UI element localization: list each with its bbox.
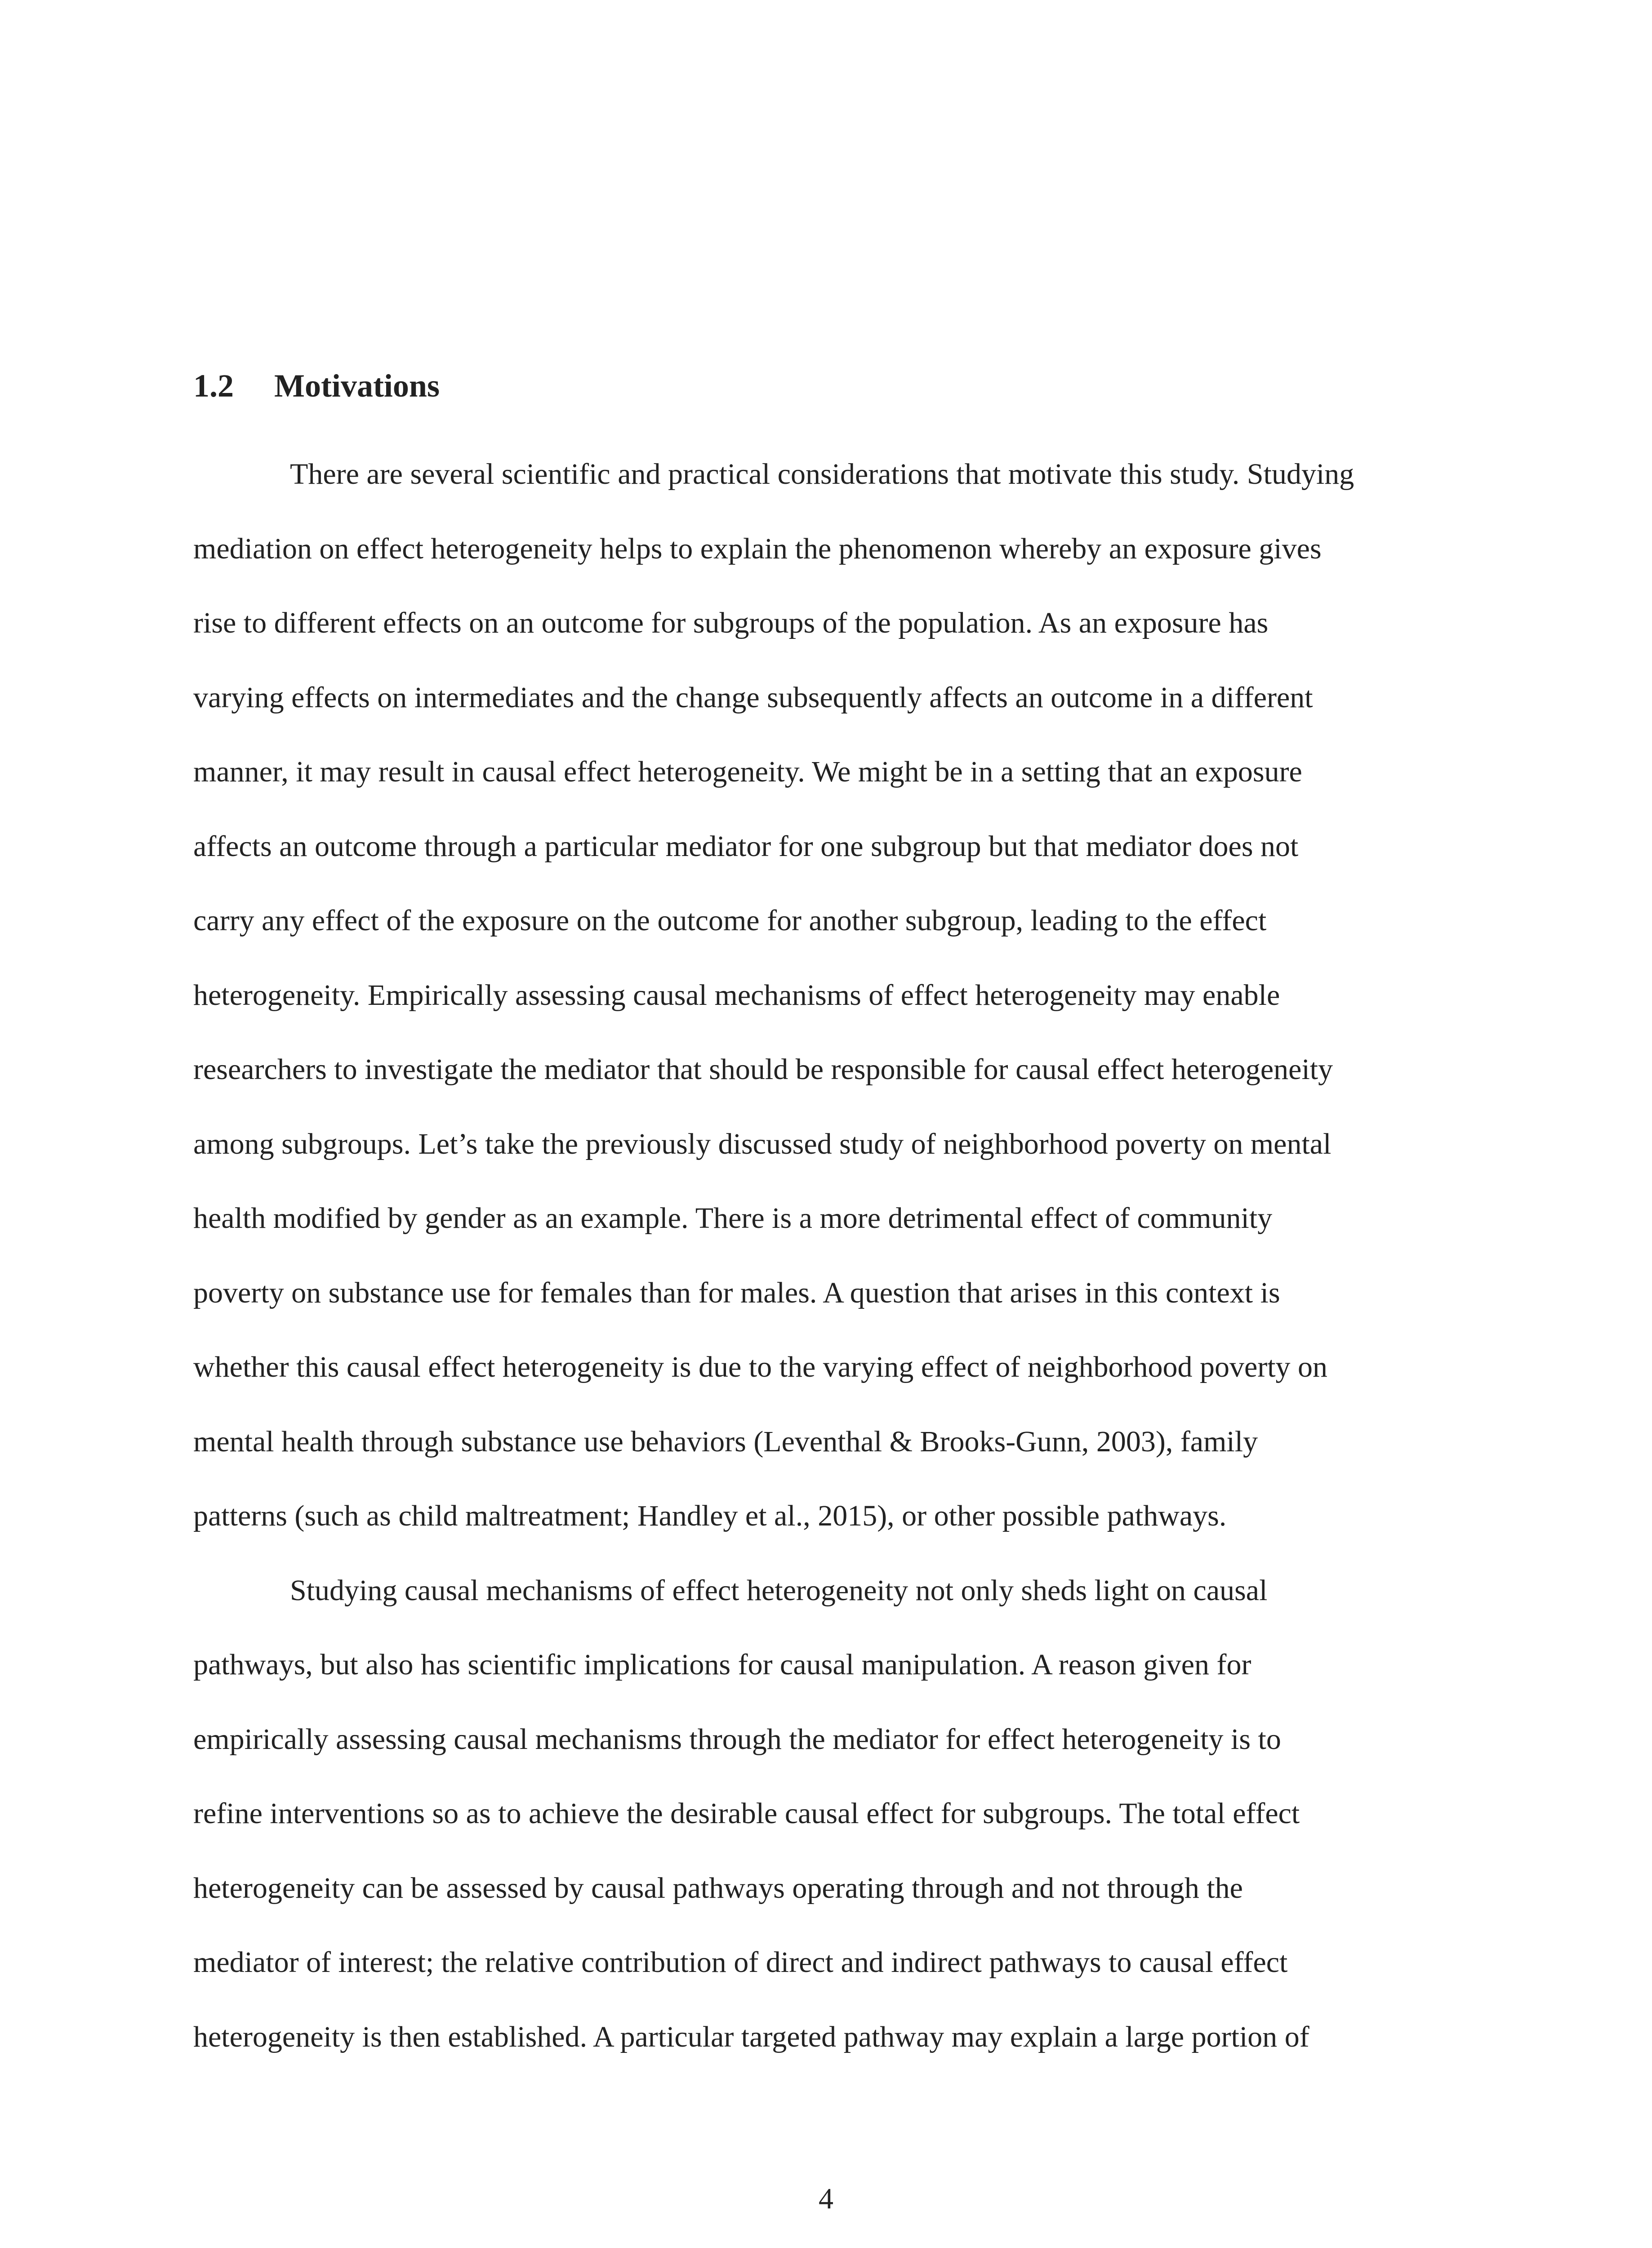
paragraph-1-line-14: mental health through substance use behaviors (Leventhal & Brooks-Gunn, 2003), family (193, 1425, 1258, 1458)
paragraph-2-line-6: mediator of interest; the relative contribution of direct and indirect pathways to causal effect (193, 1946, 1288, 1979)
paragraph-1-line-10: among subgroups. Let’s take the previously discussed study of neighborhood poverty on mental (193, 1128, 1331, 1160)
paragraph-2-line-3: empirically assessing causal mechanisms through the mediator for effect heterogeneity is to (193, 1723, 1281, 1756)
page-number: 4 (819, 2182, 833, 2215)
paragraph-1-line-4: varying effects on intermediates and the change subsequently affects an outcome in a different (193, 681, 1313, 714)
paragraph-2-line-5: heterogeneity can be assessed by causal pathways operating through and not through the (193, 1872, 1243, 1905)
section-number: 1.2 (193, 368, 234, 404)
paragraph-1-line-12: poverty on substance use for females than for males. A question that arises in this context is (193, 1276, 1280, 1309)
paragraph-1-line-9: researchers to investigate the mediator that should be responsible for causal effect heterogeneity (193, 1053, 1333, 1086)
paragraph-2-line-4: refine interventions so as to achieve the desirable causal effect for subgroups. The total effect (193, 1797, 1300, 1830)
paragraph-1-line-6: affects an outcome through a particular mediator for one subgroup but that mediator does not (193, 830, 1299, 863)
section-heading (193, 370, 440, 402)
paragraph-1-line-15: patterns (such as child maltreatment; Handley et al., 2015), or other possible pathways. (193, 1499, 1227, 1532)
paragraph-2-line-2: pathways, but also has scientific implications for causal manipulation. A reason given for (193, 1648, 1251, 1681)
paragraph-1-line-1: There are several scientific and practical considerations that motivate this study. Studying (290, 458, 1354, 491)
paragraph-2-line-7: heterogeneity is then established. A particular targeted pathway may explain a large portion of (193, 2021, 1309, 2053)
paragraph-1-line-8: heterogeneity. Empirically assessing causal mechanisms of effect heterogeneity may enable (193, 979, 1280, 1012)
section-title: Motivations (274, 368, 440, 404)
paragraph-1-line-7: carry any effect of the exposure on the outcome for another subgroup, leading to the effect (193, 904, 1267, 937)
paragraph-2-line-1: Studying causal mechanisms of effect heterogeneity not only sheds light on causal (290, 1574, 1268, 1607)
paragraph-1-line-11: health modified by gender as an example. There is a more detrimental effect of community (193, 1202, 1273, 1235)
paragraph-1-line-13: whether this causal effect heterogeneity is due to the varying effect of neighborhood poverty on (193, 1351, 1328, 1383)
paragraph-1-line-2: mediation on effect heterogeneity helps to explain the phenomenon whereby an exposure gives (193, 532, 1322, 565)
paragraph-1-line-5: manner, it may result in causal effect heterogeneity. We might be in a setting that an exposure (193, 755, 1302, 788)
paragraph-1-line-3: rise to different effects on an outcome for subgroups of the population. As an exposure has (193, 607, 1269, 639)
